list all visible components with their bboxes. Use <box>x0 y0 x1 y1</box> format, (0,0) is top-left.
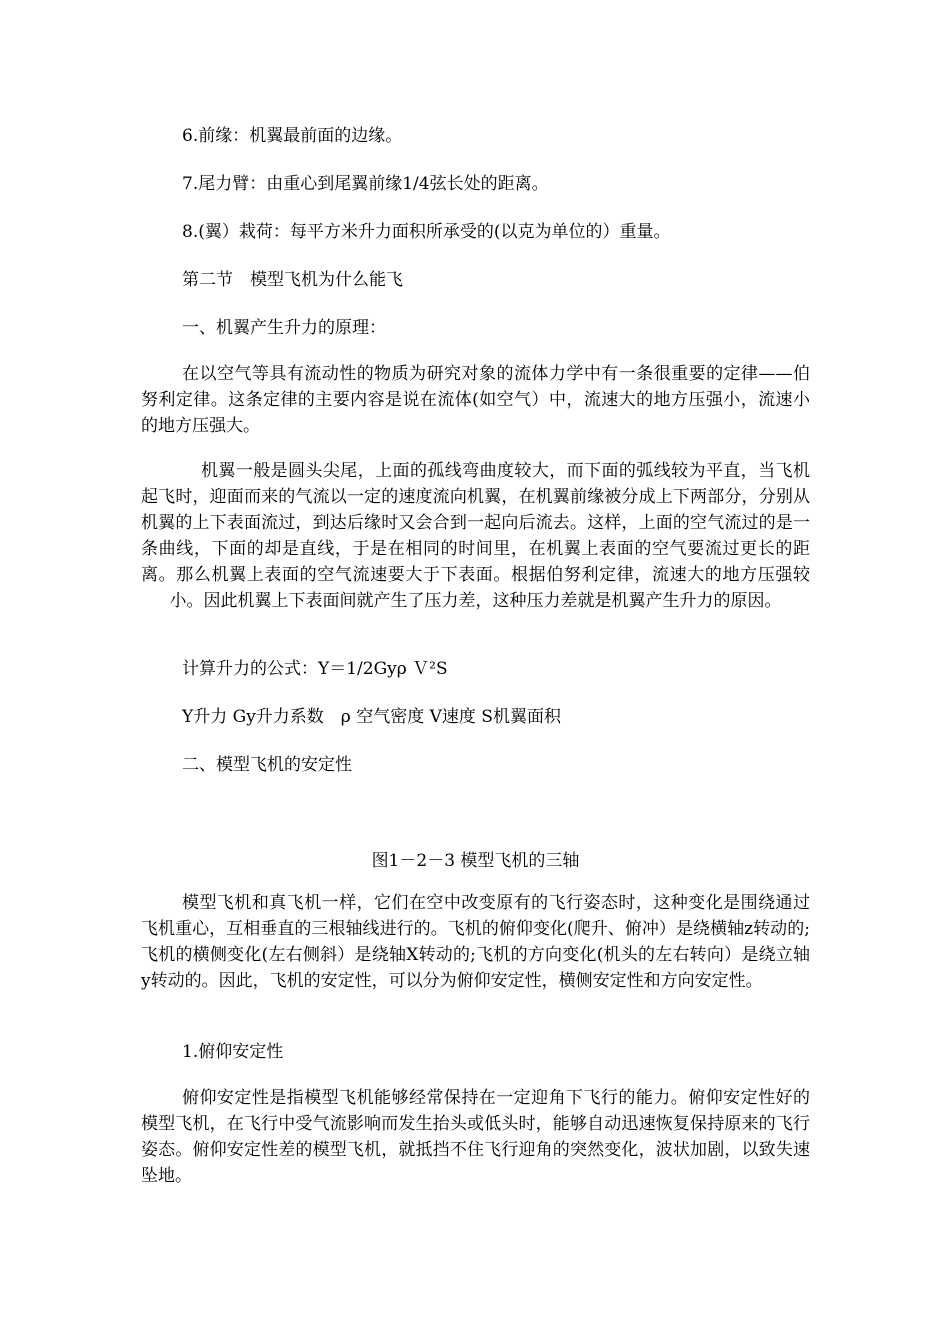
lift-formula: 计算升力的公式：Y＝1/2Gyρ Ｖ²S <box>182 659 448 679</box>
subsection-heading-lift: 一、机翼产生升力的原理： <box>182 318 386 338</box>
paragraph-wing-shape: 机翼一般是圆头尖尾，上面的孤线弯曲度较大，而下面的弧线较为平直，当飞机起飞时，迎面而来的气流以一定的速度流向机翼，在机翼前缘被分成上下两部分，分别从机翼的上下表面流过，到达后缘时又会合到一起向后流去。这样，上面的空气流过的是一条曲线，下面的却是直线，于是在相同的时间里，在机翼上表面的空气要流过更长的距离。那么机翼上表面的空气流速要大于下表面。根据伯努利定律，流速大的地方压强较小。因此机翼上下表面间就产生了压力差，这种压力差就是机翼产生升力的原因。 <box>141 461 810 611</box>
paragraph-pitch-stability: 俯仰安定性是指模型飞机能够经常保持在一定迎角下飞行的能力。俯仰安定性好的模型飞机，在飞行中受气流影响而发生抬头或低头时，能够自动迅速恢复保持原来的飞行姿态。俯仰安定性差的模型飞机，就抵挡不住飞行迎角的突然变化，波状加剧，以致失速坠地。 <box>141 1088 810 1186</box>
formula-legend: Y升力 Gy升力系数 ρ 空气密度 V速度 S机翼面积 <box>182 707 561 727</box>
subsection-heading-pitch: 1.俯仰安定性 <box>182 1042 284 1062</box>
paragraph-bernoulli: 在以空气等具有流动性的物质为研究对象的流体力学中有一条很重要的定律——伯努利定律。这条定律的主要内容是说在流体(如空气）中，流速大的地方压强小，流速小的地方压强大。 <box>141 364 810 436</box>
item-leading-edge: 6.前缘：机翼最前面的边缘。 <box>182 126 403 146</box>
item-wing-loading: 8.(翼）栽荷：每平方米升力面积所承受的(以克为单位的）重量。 <box>182 222 671 242</box>
subsection-heading-stability: 二、模型飞机的安定性 <box>182 755 352 775</box>
figure-caption: 图1－2－3 模型飞机的三轴 <box>371 851 580 871</box>
item-tail-arm: 7.尾力臂：由重心到尾翼前缘1/4弦长处的距离。 <box>182 174 549 194</box>
paragraph-three-axes: 模型飞机和真飞机一样，它们在空中改变原有的飞行姿态时，这种变化是围绕通过飞机重心，互相垂直的三根轴线进行的。飞机的俯仰变化(爬升、俯冲）是绕横轴z转动的;飞机的横侧变化(左右侧斜）是绕轴X转动的;飞机的方向变化(机头的左右转向）是绕立轴y转动的。因此，飞机的安定性，可以分为俯仰安定性，横侧安定性和方向安定性。 <box>141 893 810 991</box>
section-heading: 第二节 模型飞机为什么能飞 <box>182 270 403 290</box>
